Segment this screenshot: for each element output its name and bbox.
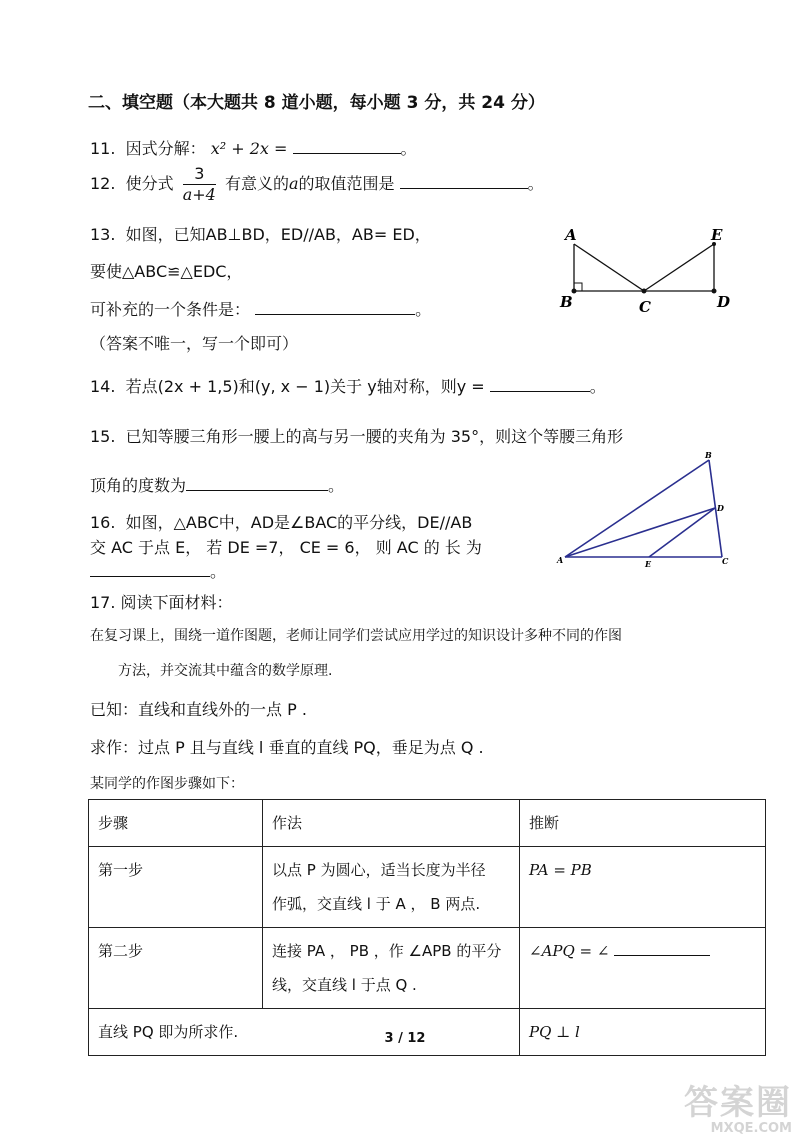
header-inference: 推断 [520, 800, 766, 847]
row2-inference [520, 928, 766, 1009]
question-13-line1 [90, 222, 431, 245]
q12-answer-blank[interactable] [400, 174, 528, 189]
row2-method-line1: 连接 PA ， PB ，作 ∠APB 的平分 [272, 942, 502, 960]
row1-method [263, 847, 520, 928]
q13-point-c [642, 289, 647, 294]
question-13-line3 [90, 297, 431, 320]
q17-steps-table [88, 799, 766, 1056]
q17-ask: 求作：过点 P 且与直线 l 垂直的直线 PQ，垂足为点 Q . [90, 738, 484, 757]
q16-segment-ab [565, 460, 709, 557]
q16-label-e: E [645, 559, 652, 569]
q15-end: 。 [328, 476, 345, 495]
q17-given: 已知：直线和直线外的一点 P . [90, 700, 307, 719]
q17-intro-line1: 在复习课上，围绕一道作图题，老师让同学们尝试应用学过的知识设计多种不同的作图 [90, 628, 622, 644]
q13-line1: 如图，已知AB⊥BD，ED//AB，AB= ED， [125, 225, 431, 244]
q12-fraction-denominator: a+4 [182, 185, 216, 204]
q16-number: 16. [90, 513, 116, 532]
q17-answer-blank[interactable] [614, 941, 710, 956]
row2-method [263, 928, 520, 1009]
table-row [89, 928, 766, 1009]
q15-line1: 已知等腰三角形一腰上的高与另一腰的夹角为 35°，则这个等腰三角形 [125, 427, 624, 446]
watermark-url: MXQE.COM [710, 1121, 792, 1136]
header-step: 步骤 [89, 800, 263, 847]
q16-segment-de [649, 508, 715, 557]
q12-number: 12. [90, 174, 116, 193]
q11-expression: x² + 2x = [210, 139, 288, 158]
header-method: 作法 [263, 800, 520, 847]
row1-method-line2: 作弧，交直线 l 于 A ， B 两点. [272, 895, 481, 913]
q16-figure [555, 450, 735, 575]
q16-answer-blank[interactable] [90, 562, 210, 577]
q14-end: 。 [589, 377, 606, 396]
q16-end: 。 [210, 562, 227, 581]
q13-point-d [712, 289, 717, 294]
q13-line3: 可补充的一个条件是： [90, 300, 251, 319]
q17-title: 17. 阅读下面材料： [90, 593, 233, 612]
q16-line2: 交 AC 于点 E， 若 DE =7， CE = 6， 则 AC 的 长 为 [90, 538, 482, 557]
question-14 [90, 374, 606, 397]
q13-number: 13. [90, 225, 116, 244]
q13-figure [550, 222, 740, 318]
q14-number: 14. [90, 377, 116, 396]
q17-steps-intro: 某同学的作图步骤如下： [90, 776, 244, 792]
q11-answer-blank[interactable] [293, 139, 401, 154]
question-15-line1 [90, 424, 623, 447]
q16-segment-ad [565, 508, 715, 557]
q13-line2: 要使△ABC≌△EDC， [90, 262, 243, 281]
q11-number: 11. [90, 139, 116, 158]
q13-segment-ac [574, 244, 644, 291]
q17-intro-line2: 方法，并交流其中蕴含的数学原理. [118, 663, 333, 679]
q12-fraction [183, 164, 216, 205]
question-15-line2 [90, 473, 344, 496]
q13-label-e: E [711, 226, 723, 244]
q13-label-c: C [639, 298, 651, 316]
q13-label-b: B [560, 293, 573, 311]
row1-inference: PA = PB [520, 847, 766, 928]
q16-label-a: A [557, 555, 564, 565]
question-11 [90, 136, 417, 159]
q16-line1: 如图，△ABC中，AD是∠BAC的平分线，DE//AB [125, 513, 473, 532]
q13-label-d: D [717, 293, 731, 311]
q11-end: 。 [400, 139, 417, 158]
row1-method-line1: 以点 P 为圆心，适当长度为半径 [272, 861, 486, 879]
section-title: 二、填空题（本大题共 8 道小题，每小题 3 分，共 24 分） [88, 93, 545, 113]
watermark-main: 答案圈 [684, 1083, 792, 1123]
q16-label-b: B [705, 450, 712, 460]
question-12 [90, 164, 544, 205]
q12-end: 。 [527, 174, 544, 193]
q11-text: 因式分解： [125, 139, 206, 158]
row2-method-line2: 线，交直线 l 于点 Q . [272, 976, 417, 994]
q13-answer-blank[interactable] [255, 300, 415, 315]
q15-number: 15. [90, 427, 116, 446]
q13-end: 。 [415, 300, 432, 319]
q13-note: （答案不唯一，写一个即可） [90, 334, 299, 353]
q14-text: 若点(2x + 1,5)和(y, x − 1)关于 y轴对称，则y = [125, 377, 485, 396]
footer-text: 直线 PQ 即为所求作. [89, 1009, 520, 1056]
watermark-logo [684, 1085, 792, 1136]
table-row [89, 847, 766, 928]
row1-step: 第一步 [89, 847, 263, 928]
question-16-line3 [90, 559, 226, 582]
q12-text-a: 使分式 [125, 174, 174, 193]
q16-label-d: D [717, 503, 724, 513]
question-16-line1 [90, 510, 472, 533]
q14-answer-blank[interactable] [490, 377, 590, 392]
page-number: 3 / 12 [384, 1031, 426, 1046]
q13-label-a: A [565, 226, 577, 244]
q13-segment-ec [644, 244, 714, 291]
q15-answer-blank[interactable] [186, 476, 328, 491]
table-header-row [89, 800, 766, 847]
row2-inference-text: ∠APQ = ∠ [529, 942, 610, 960]
row2-step: 第二步 [89, 928, 263, 1009]
q12-fraction-numerator: 3 [183, 164, 216, 185]
footer-inference: PQ ⊥ l [520, 1009, 766, 1056]
q12-text-c: 的取值范围是 [298, 174, 395, 193]
q15-line2: 顶角的度数为 [90, 476, 187, 495]
q12-variable: a [288, 174, 299, 193]
q16-label-c: C [722, 556, 729, 566]
q12-text-b: 有意义的 [224, 174, 289, 193]
